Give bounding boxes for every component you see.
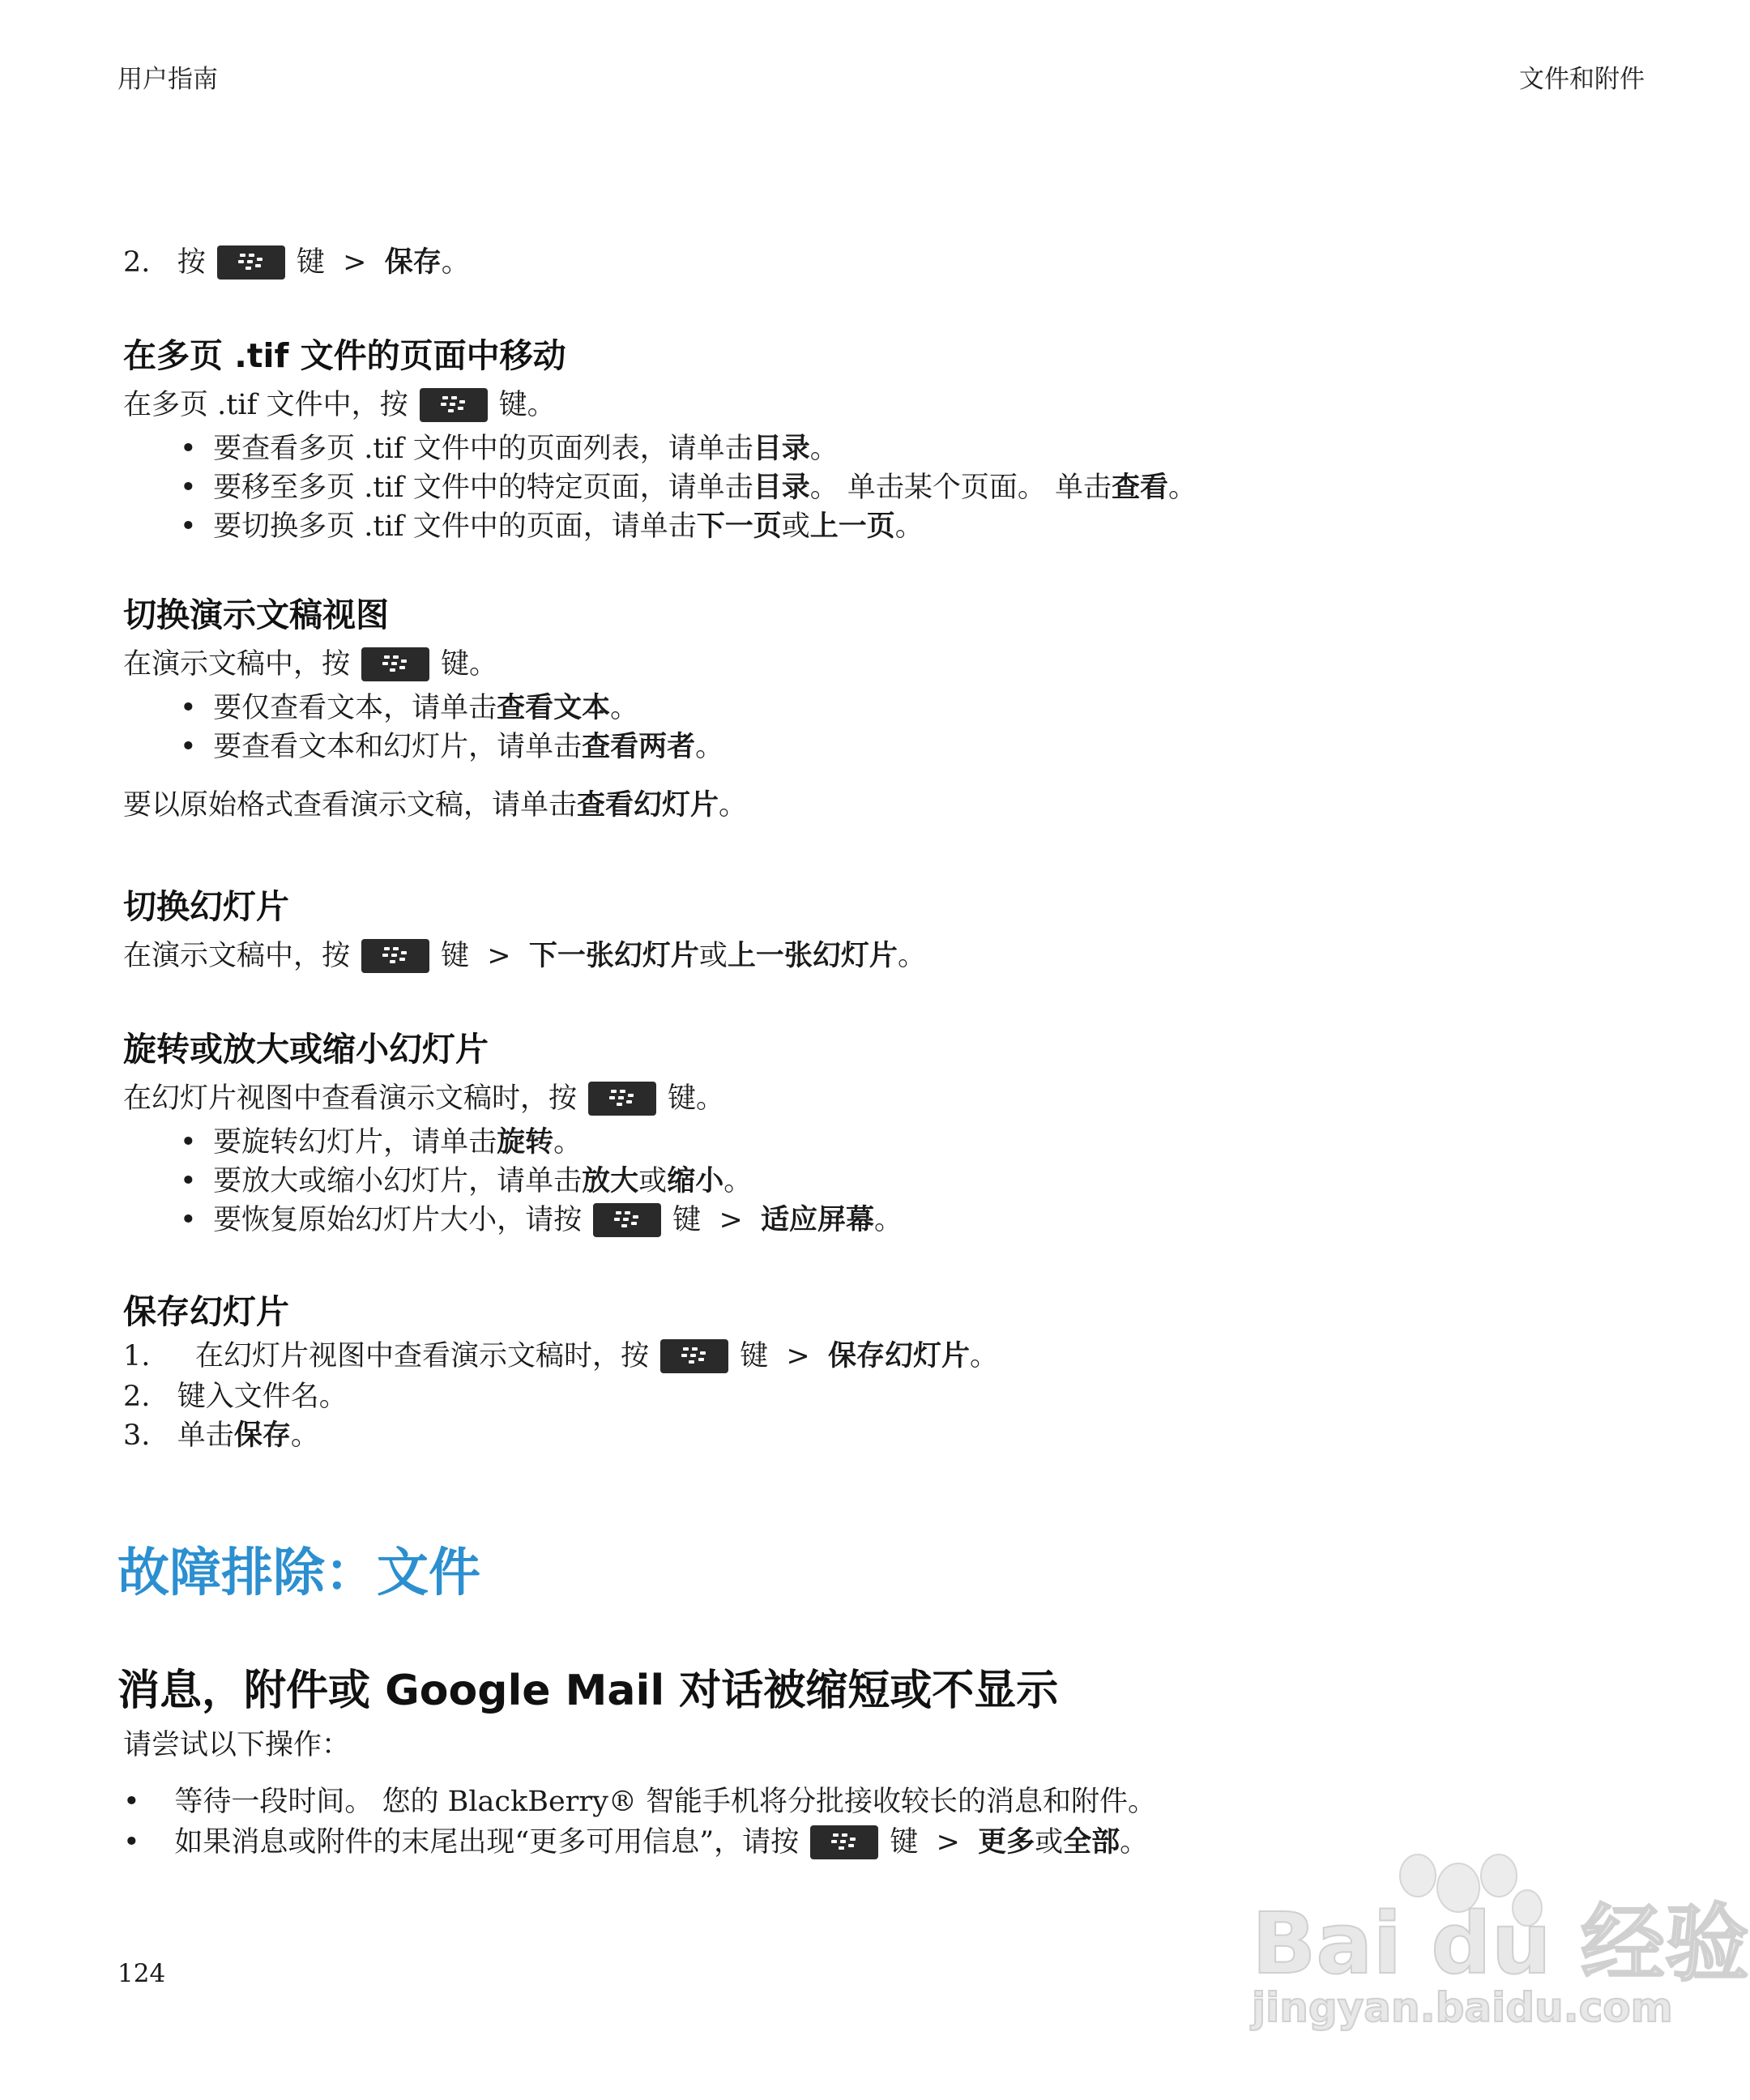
menu-item: 查看文本 (497, 692, 611, 724)
menu-item: 下一页 (696, 510, 782, 543)
bullet-icon: • (180, 433, 197, 465)
text: 在幻灯片视图中查看演示文稿时，按 (195, 1340, 650, 1372)
blackberry-menu-key-icon (588, 1082, 656, 1116)
list-item (180, 1162, 752, 1201)
blackberry-menu-key-icon (361, 647, 429, 681)
punct: 。 (441, 246, 470, 279)
step-item (123, 1416, 319, 1455)
running-header-left: 用户指南 (117, 65, 218, 94)
text: 要放大或缩小幻灯片，请单击 (213, 1165, 583, 1197)
text: 。 (1120, 1826, 1149, 1859)
text: 要查看文本和幻灯片，请单击 (213, 731, 583, 763)
bullet-icon: • (180, 1165, 197, 1197)
bullet-icon: • (123, 1826, 140, 1859)
step-number: 2. (123, 1381, 151, 1413)
menu-item: 上一页 (809, 510, 895, 543)
menu-item: 适应屏幕 (761, 1204, 875, 1236)
paragraph-intro: 请尝试以下操作： (123, 1729, 351, 1761)
text: 键。 (498, 389, 556, 421)
bullet-icon: • (180, 1204, 197, 1236)
list-item (180, 1123, 582, 1162)
text: 要以原始格式查看演示文稿，请单击 (123, 789, 578, 822)
list-item (123, 1782, 1156, 1821)
menu-item: 全部 (1063, 1826, 1120, 1859)
list-item (180, 507, 924, 546)
text: 或 (698, 940, 728, 972)
step-number: 2. (123, 246, 151, 279)
running-header-right: 文件和附件 (1519, 65, 1645, 94)
list-item (180, 689, 638, 728)
text: 。 单击某个页面。 单击 (809, 472, 1112, 504)
blackberry-menu-key-icon (420, 388, 488, 422)
chapter-title: 故障排除：文件 (117, 1543, 480, 1603)
text: 要切换多页 .tif 文件中的页面，请单击 (213, 510, 697, 543)
paragraph-tif-intro (123, 386, 556, 425)
step-number: 1. (123, 1340, 151, 1372)
list-item (180, 429, 839, 468)
text: 在演示文稿中，按 (123, 940, 351, 972)
blackberry-menu-key-icon (810, 1825, 878, 1859)
text: 要旋转幻灯片，请单击 (213, 1126, 497, 1159)
arrow: > (343, 246, 367, 279)
step-item (123, 1377, 348, 1416)
bullet-icon: • (180, 731, 197, 763)
menu-item: 更多 (978, 1826, 1035, 1859)
list-item (123, 1823, 1148, 1862)
step-save (123, 243, 470, 282)
menu-item-save: 保存 (384, 246, 442, 279)
menu-item: 上一张幻灯片 (727, 940, 898, 972)
text: 键。 (668, 1082, 725, 1115)
text: 或 (1035, 1826, 1064, 1859)
page-number: 124 (117, 1959, 166, 1988)
text: 。 (723, 1165, 753, 1197)
text: 等待一段时间。 您的 BlackBerry® 智能手机将分批接收较长的消息和附件。 (174, 1786, 1157, 1818)
text: 要仅查看文本，请单击 (213, 692, 497, 724)
step-text: 键 (296, 246, 325, 279)
text: 键 (740, 1340, 769, 1372)
bullet-icon: • (180, 1126, 197, 1159)
text: 键 (890, 1826, 919, 1859)
text: 单击 (177, 1419, 234, 1452)
bullet-icon: • (180, 472, 197, 504)
blackberry-menu-key-icon (660, 1339, 728, 1373)
text: 。 (894, 510, 924, 543)
text: 要恢复原始幻灯片大小，请按 (213, 1204, 583, 1236)
text: 。 (874, 1204, 903, 1236)
section-title-switch: 切换幻灯片 (123, 887, 289, 926)
text: 或 (781, 510, 810, 543)
section-title-save-slide: 保存幻灯片 (123, 1292, 289, 1331)
section-title-rotate: 旋转或放大或缩小幻灯片 (123, 1030, 489, 1069)
bullet-icon: • (123, 1786, 140, 1818)
menu-item: 缩小 (667, 1165, 724, 1197)
text: 在演示文稿中，按 (123, 648, 351, 681)
text: 。 (290, 1419, 319, 1452)
text: 或 (638, 1165, 668, 1197)
text: 。 (553, 1126, 583, 1159)
blackberry-menu-key-icon (361, 939, 429, 973)
text: 。 (695, 731, 724, 763)
menu-item: 目录 (753, 433, 810, 465)
section-title-tif: 在多页 .tif 文件的页面中移动 (123, 336, 566, 375)
menu-item: 下一张幻灯片 (528, 940, 699, 972)
baidu-watermark-logo (1252, 1839, 1749, 2034)
text: 。 (1168, 472, 1197, 504)
step-number: 3. (123, 1419, 151, 1452)
paragraph-rotate-intro (123, 1079, 724, 1118)
arrow: > (487, 940, 511, 972)
arrow: > (719, 1204, 743, 1236)
list-item (180, 468, 1197, 507)
arrow: > (936, 1826, 960, 1859)
text: 。 (809, 433, 839, 465)
text: 要查看多页 .tif 文件中的页面列表，请单击 (213, 433, 753, 465)
text: 在幻灯片视图中查看演示文稿时，按 (123, 1082, 578, 1115)
step-text: 按 (177, 246, 206, 279)
text: 。 (969, 1340, 998, 1372)
menu-item: 保存 (233, 1419, 291, 1452)
watermark-brand: Bai du 经验 (1252, 1894, 1749, 1993)
topic-title: 消息，附件或 Google Mail 对话被缩短或不显示 (117, 1667, 1059, 1715)
arrow: > (786, 1340, 810, 1372)
list-item (180, 1201, 903, 1240)
section-title-views: 切换演示文稿视图 (123, 595, 389, 634)
paragraph-views-intro (123, 645, 497, 684)
text: 如果消息或附件的末尾出现“更多可用信息”，请按 (174, 1826, 800, 1859)
menu-item: 查看 (1112, 472, 1169, 504)
blackberry-menu-key-icon (217, 245, 285, 280)
watermark-url: jingyan.baidu.com (1252, 1984, 1673, 2031)
text: 要移至多页 .tif 文件中的特定页面，请单击 (213, 472, 753, 504)
text: 键。 (441, 648, 498, 681)
text: 在多页 .tif 文件中，按 (123, 389, 408, 421)
menu-item: 保存幻灯片 (827, 1340, 970, 1372)
bullet-icon: • (180, 510, 197, 543)
step-item (123, 1337, 998, 1376)
text: 。 (719, 789, 748, 822)
list-item (180, 728, 723, 766)
menu-item: 放大 (582, 1165, 639, 1197)
text: 键 (672, 1204, 702, 1236)
menu-item: 旋转 (497, 1126, 554, 1159)
text: 。 (610, 692, 639, 724)
menu-item: 目录 (753, 472, 810, 504)
text: 。 (897, 940, 926, 972)
paragraph-switch (123, 937, 926, 975)
text: 键 (441, 940, 470, 972)
menu-item: 查看幻灯片 (577, 789, 719, 822)
paragraph-views-extra (123, 786, 747, 825)
bullet-icon: • (180, 692, 197, 724)
menu-item: 查看两者 (582, 731, 696, 763)
text: 键入文件名。 (177, 1381, 348, 1413)
blackberry-menu-key-icon (593, 1203, 661, 1237)
